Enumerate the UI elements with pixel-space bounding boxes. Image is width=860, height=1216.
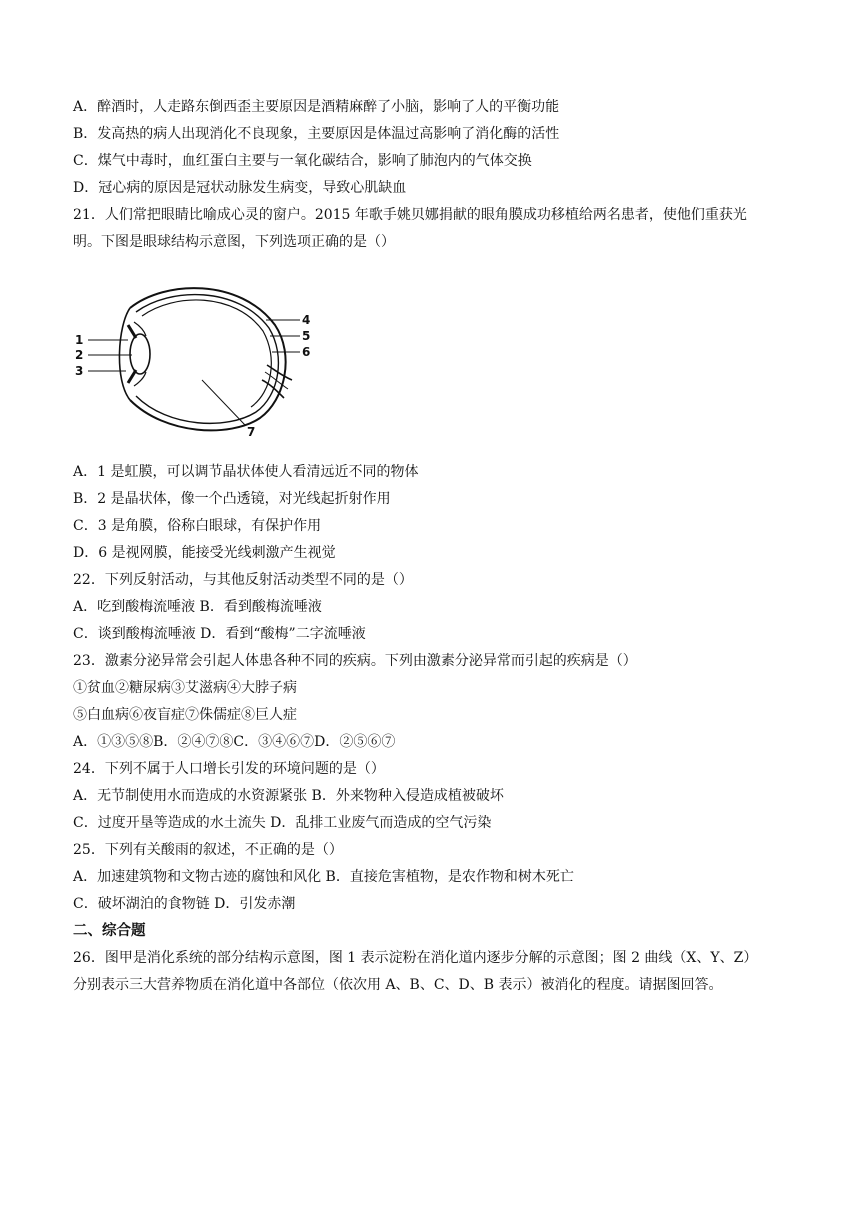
q21-option-a: A．1 是虹膜，可以调节晶状体使人看清远近不同的物体	[73, 464, 419, 480]
label-2: 2	[75, 348, 84, 362]
label-6: 6	[302, 345, 311, 359]
q20-option-b: B．发高热的病人出现消化不良现象，主要原因是体温过高影响了消化酶的活性	[73, 126, 560, 142]
q24-options-cd: C．过度开垦等造成的水土流失 D．乱排工业废气而造成的空气污染	[73, 815, 492, 831]
q21-stem-line2: 明。下图是眼球结构示意图，下列选项正确的是（）	[73, 234, 395, 250]
label-7: 7	[247, 425, 256, 439]
q22-stem: 22．下列反射活动，与其他反射活动类型不同的是（）	[73, 572, 413, 588]
q22-options-cd: C．谈到酸梅流唾液 D．看到“酸梅”二字流唾液	[73, 626, 366, 642]
q25-stem: 25．下列有关酸雨的叙述，不正确的是（）	[73, 842, 343, 858]
q20-option-c: C．煤气中毒时，血红蛋白主要与一氧化碳结合，影响了肺泡内的气体交换	[73, 153, 532, 169]
label-4: 4	[302, 313, 311, 327]
q23-stem: 23．激素分泌异常会引起人体患各种不同的疾病。下列由激素分泌异常而引起的疾病是（）	[73, 653, 637, 669]
q20-option-d: D．冠心病的原因是冠状动脉发生病变，导致心肌缺血	[73, 180, 407, 196]
q26-stem-line1: 26．图甲是消化系统的部分结构示意图，图 1 表示淀粉在消化道内逐步分解的示意图；图 2 曲线（X、Y、Z）	[73, 950, 758, 966]
q24-stem: 24．下列不属于人口增长引发的环境问题的是（）	[73, 761, 385, 777]
q25-options-ab: A．加速建筑物和文物古迹的腐蚀和风化 B．直接危害植物，是农作物和树木死亡	[73, 869, 574, 885]
q23-options: A．①③⑤⑧B．②④⑦⑧C．③④⑥⑦D．②⑤⑥⑦	[73, 734, 396, 750]
q24-options-ab: A．无节制使用水而造成的水资源紧张 B．外来物种入侵造成植被破坏	[73, 788, 504, 804]
eye-structure-diagram	[70, 270, 315, 440]
q26-stem-line2: 分别表示三大营养物质在消化道中各部位（依次用 A、B、C、D、B 表示）被消化的程度。请据图回答。	[73, 977, 723, 993]
q25-options-cd: C．破坏湖泊的食物链 D．引发赤潮	[73, 896, 296, 912]
label-5: 5	[302, 329, 311, 343]
q22-options-ab: A．吃到酸梅流唾液 B．看到酸梅流唾液	[73, 599, 322, 615]
label-3: 3	[75, 364, 84, 378]
q23-items-line2: ⑤白血病⑥夜盲症⑦侏儒症⑧巨人症	[73, 707, 297, 723]
q21-option-b: B．2 是晶状体，像一个凸透镜，对光线起折射作用	[73, 491, 391, 507]
label-1: 1	[75, 333, 84, 347]
q21-stem-line1: 21．人们常把眼睛比喻成心灵的窗户。2015 年歌手姚贝娜捐献的眼角膜成功移植给两名患者，使他们重获光	[73, 207, 747, 223]
q21-option-c: C．3 是角膜，俗称白眼球，有保护作用	[73, 518, 322, 534]
q23-items-line1: ①贫血②糖尿病③艾滋病④大脖子病	[73, 680, 297, 696]
q20-option-a: A．醉酒时，人走路东倒西歪主要原因是酒精麻醉了小脑，影响了人的平衡功能	[73, 99, 560, 115]
q21-option-d: D．6 是视网膜，能接受光线刺激产生视觉	[73, 545, 336, 561]
section-title: 二、综合题	[73, 923, 146, 939]
